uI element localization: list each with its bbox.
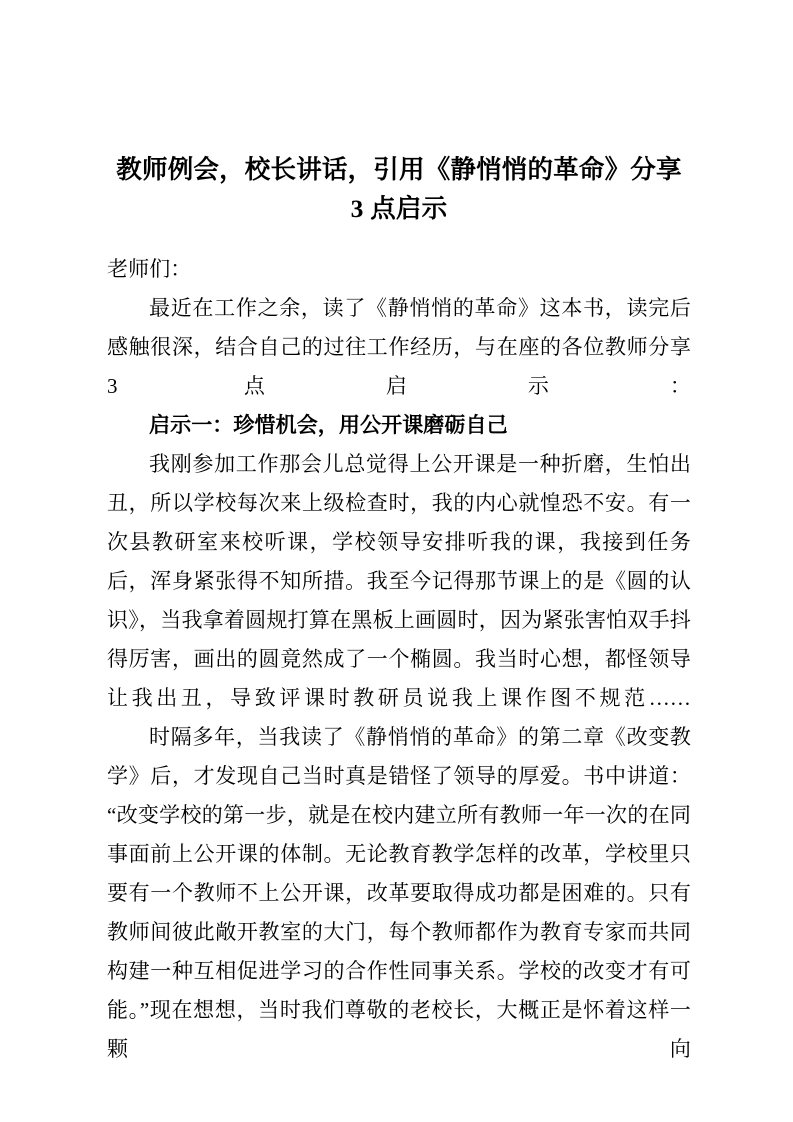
- page-title: [107, 150, 691, 228]
- section-heading-1: 启示一：珍惜机会，用公开课磨砺自己: [149, 413, 508, 437]
- page-content-area: [107, 150, 691, 1069]
- salutation: 老师们：: [107, 257, 192, 281]
- page-title-line-1: 教师例会，校长讲话，引用《静悄悄的革命》分享: [116, 155, 682, 184]
- page-title-line-2: 3 点启示: [350, 194, 448, 223]
- paragraph-intro: 最近在工作之余，读了《静悄悄的革命》这本书，读完后感触很深，结合自己的过往工作经历，与在座的各位教师分享 3 点启示：: [107, 296, 691, 398]
- paragraph-body-2: 时隔多年，当我读了《静悄悄的革命》的第二章《改变教学》后，才发现自己当时真是错怪了领导的厚爱。书中讲道：“改变学校的第一步，就是在校内建立所有教师一年一次的在同事面前上公开课的体制。无论教育教学怎样的改革，学校里只要有一个教师不上公开课，改革要取得成功都是困难的。只有教师间彼此敞开教室的大门，每个教师都作为教育专家而共同构建一种互相促进学习的合作性同事关系。学校的改变才有可能。”现在想想，当时我们尊敬的老校长，大概正是怀着这样一颗向: [107, 725, 691, 1061]
- paragraph-body-1: 我刚参加工作那会儿总觉得上公开课是一种折磨，生怕出丑，所以学校每次来上级检查时，我的内心就惶恐不安。有一次县教研室来校听课，学校领导安排听我的课，我接到任务后，浑身紧张得不知所措。我至今记得那节课上的是《圆的认识》，当我拿着圆规打算在黑板上画圆时，因为紧张害怕双手抖得厉害，画出的圆竟然成了一个椭圆。我当时心想，都怪领导让我出丑，导致评课时教研员说我上课作图不规范……: [107, 452, 691, 710]
